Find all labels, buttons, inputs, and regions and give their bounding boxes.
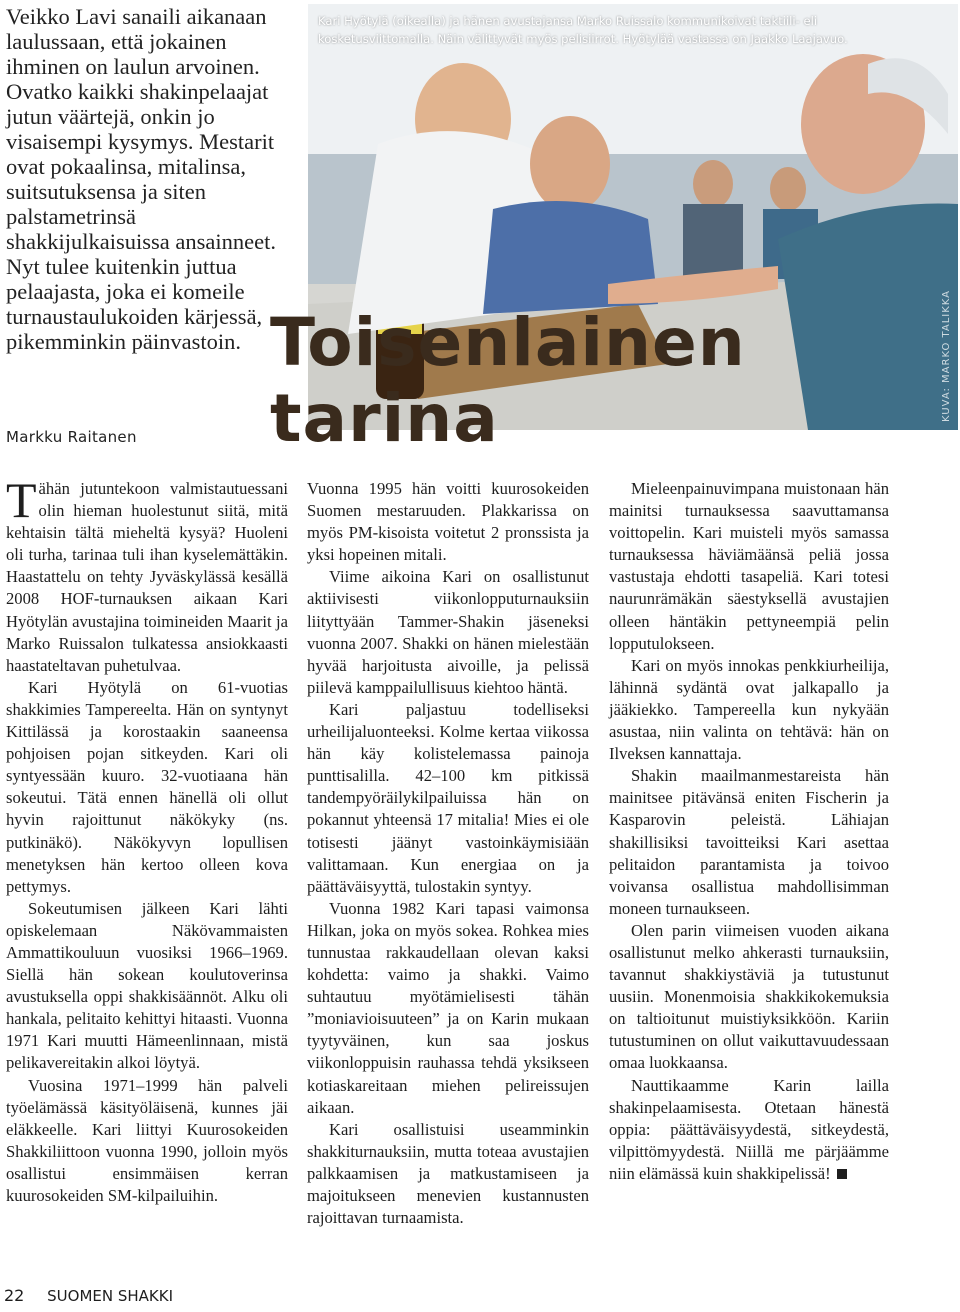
photo-caption: Kari Hyötylä (oikealla) ja hänen avustajansa Marko Ruissalo kommunikoivat taktiili- eli kosketusviittomalla. Näin välittyvät myös pelisiirrot. Hyötylää vastassa on Jaakko Laajavuo. (318, 14, 848, 46)
paragraph: Olen parin viimeisen vuoden aikana osallistunut melko ahkerasti turnauksiin, tavannut shakkiystäviä ja tutustunut uusiin. Monenmoisia shakkikokemuksia on taltioitunut muistiyksikköön. Kariin tutustuminen on ollut vaikuttavuudessaan omaa luokkaansa. (609, 920, 889, 1073)
intro-lead: Veikko Lavi sanaili aikanaan laulussaan, että jokainen ihminen on laulun arvoinen. Ovatko kaikki shakinpelaajat jutun väärtejä, onkin jo visaisempi kysymys. Mestarit ovat pokaalinsa, mitalinsa, suitsutuksensa ja siten palstametrinsä shakkijulkaisuissa ansainneet. Nyt tulee kuitenkin juttua pelaajasta, joka ei komeile turnaustaulukoiden kärjessä, pikemminkin päinvastoin. (6, 4, 276, 354)
body-column-1 (6, 472, 288, 1207)
paragraph (609, 1075, 889, 1185)
paragraph: Shakin maailmanmestareista hän mainitsee pitävänsä eniten Fischerin ja Kasparovin peleistä. Lähiajan shakillisiksi tavoitteiksi Kari asettaa pelitaidon parantamista ja toivoo voivansa osallistua mahdollisimman moneen turnaukseen. (609, 766, 889, 918)
headline-line-2: tarina (270, 380, 499, 457)
paragraph-text: ähän jutuntekoon valmistautuessani olin hieman huolestunut siitä, mitä kehtaisin tältä mieheltä kysyä? Huoleni oli turha, tarinaa tuli ihan kyselemättäkin. Haastattelu on tehty Jyväskylässä kesällä 2008 HOF-turnauksen aikaan Kari Hyötylän avustajina toimineiden Maarit ja Marko Ruissalon tulkatessa ansiokkaasti haastateltavan puhetulvaa. (6, 479, 288, 675)
body-column-2 (307, 478, 589, 1229)
paragraph: Viime aikoina Kari on osallistunut aktiivisesti viikonlopputurnauksiin liityttyään Tammer-Shakin jäseneksi vuonna 2007. Shakki on hänen mielestään hyvää harjoitusta aivoille, ja pelissä piilevä kamppailullisuus kiehtoo häntä. (307, 567, 589, 697)
page-number: 22 (4, 1286, 25, 1305)
photo-credit: KUVA: MARKO TALIKKA (941, 290, 952, 422)
paragraph-text: Nauttikaamme Karin lailla shakinpelaamisesta. Otetaan hänestä oppia: päättäväisyydestä, sitkeydestä, vilpittömyydestä. Niillä me pärjäämme niin elämässä kuin shakkipelissä! (609, 1075, 889, 1183)
article-headline (270, 305, 746, 457)
paragraph (6, 472, 288, 677)
body-column-3 (609, 478, 889, 1185)
headline-line-1: Toisenlainen (270, 304, 746, 381)
paragraph: Kari on myös innokas penkkiurheilija, lähinnä sydäntä ovat jalkapallo ja jääkiekko. Tampereella kun nykyään asustaa, niin valinta on tehtävä: hän on Ilveksen kannattaja. (609, 655, 889, 764)
drop-cap: T (6, 472, 37, 528)
end-mark-icon (837, 1169, 847, 1179)
author-byline: Markku Raitanen (6, 428, 137, 446)
magazine-name: SUOMEN SHAKKI (47, 1287, 174, 1305)
paragraph: Mieleenpainuvimpana muistonaan hän mainitsi turnauksessa saavuttamansa voittopelin. Kari muisteli myös samassa turnauksessa häviämäänsä peliä jossa vastustaja ehdotti tasapeliä. Kari totesi naurunrämäkän säestyksellä avustajien olleen häntäkin pettyneempiä pelin lopputulokseen. (609, 479, 889, 653)
paragraph: Kari osallistuisi useamminkin shakkiturnauksiin, mutta toteaa avustajien palkkaamisen ja matkustamiseen ja majoitukseen menevien kustannusten rajoittavan turnaamista. (307, 1119, 589, 1228)
paragraph: Vuonna 1995 hän voitti kuurosokeiden Suomen mestaruuden. Plakkarissa on myös PM-kisoista voitetut 2 pronssista ja yksi hopeinen mitali. (307, 479, 589, 565)
paragraph: Vuosina 1971–1999 hän palveli työelämässä käsityöläisenä, kunnes jäi eläkkeelle. Kari liittyi Kuurosokeiden Shakkiliittoon vuonna 1990, jolloin myös osallistui ensimmäisen kerran kuurosokeiden SM-kilpailuihin. (6, 1075, 288, 1205)
paragraph: Sokeutumisen jälkeen Kari lähti opiskelemaan Näkövammaisten Ammattikouluun vuosiksi 1966–1969. Siellä hän sokean koulutoverinsa avustuksella oppi shakkisäännöt. Alku oli hankala, pelitaito kehittyi hitaasti. Vuonna 1971 Kari muutti Hämeenlinnaan, mistä pelikavereitakin alkoi löytyä. (6, 898, 288, 1073)
paragraph: Kari Hyötylä on 61-vuotias shakkimies Tampereelta. Hän on syntynyt Kittilässä ja korostaakin saaneensa pohjoisen pojan sitkeyden. Kari oli syntyessään kuuro. 32-vuotiaana hän sokeutui. Tätä ennen hänellä oli ollut hyvin rajoittunut näkökyky (ns. putkinäkö). Näkökyvyn lopullisen menetyksen hän kertoo olleen kova pettymys. (6, 677, 288, 896)
paragraph: Kari paljastuu todelliseksi urheilijaluonteeksi. Kolme kertaa viikossa hän käy kolistelemassa painoja punttisalilla. 42–100 km pitkissä tandempyöräilykilpailuissa hän on pokannut yhteensä 17 mitalia! Mies ei ole totisesti jäänyt vastoinkäymisiään valittamaan. Kun energiaa on ja päättäväisyyttä, tulostakin syntyy. (307, 699, 589, 896)
paragraph: Vuonna 1982 Kari tapasi vaimonsa Hilkan, joka on myös sokea. Rohkea mies tunnustaa rakkaudellaan olevan kaksi kohdetta: vaimo ja shakki. Vaimo suhtautuu myötämielisesti tähän ”moniavioisuuteen” ja on Karin mukaan tyytyväinen, kun saa joskus viikonloppuisin rauhassa tehdä yksikseen kotiaskareitaan miehen pelireissujen aikaan. (307, 898, 589, 1117)
page-footer (4, 1286, 173, 1310)
